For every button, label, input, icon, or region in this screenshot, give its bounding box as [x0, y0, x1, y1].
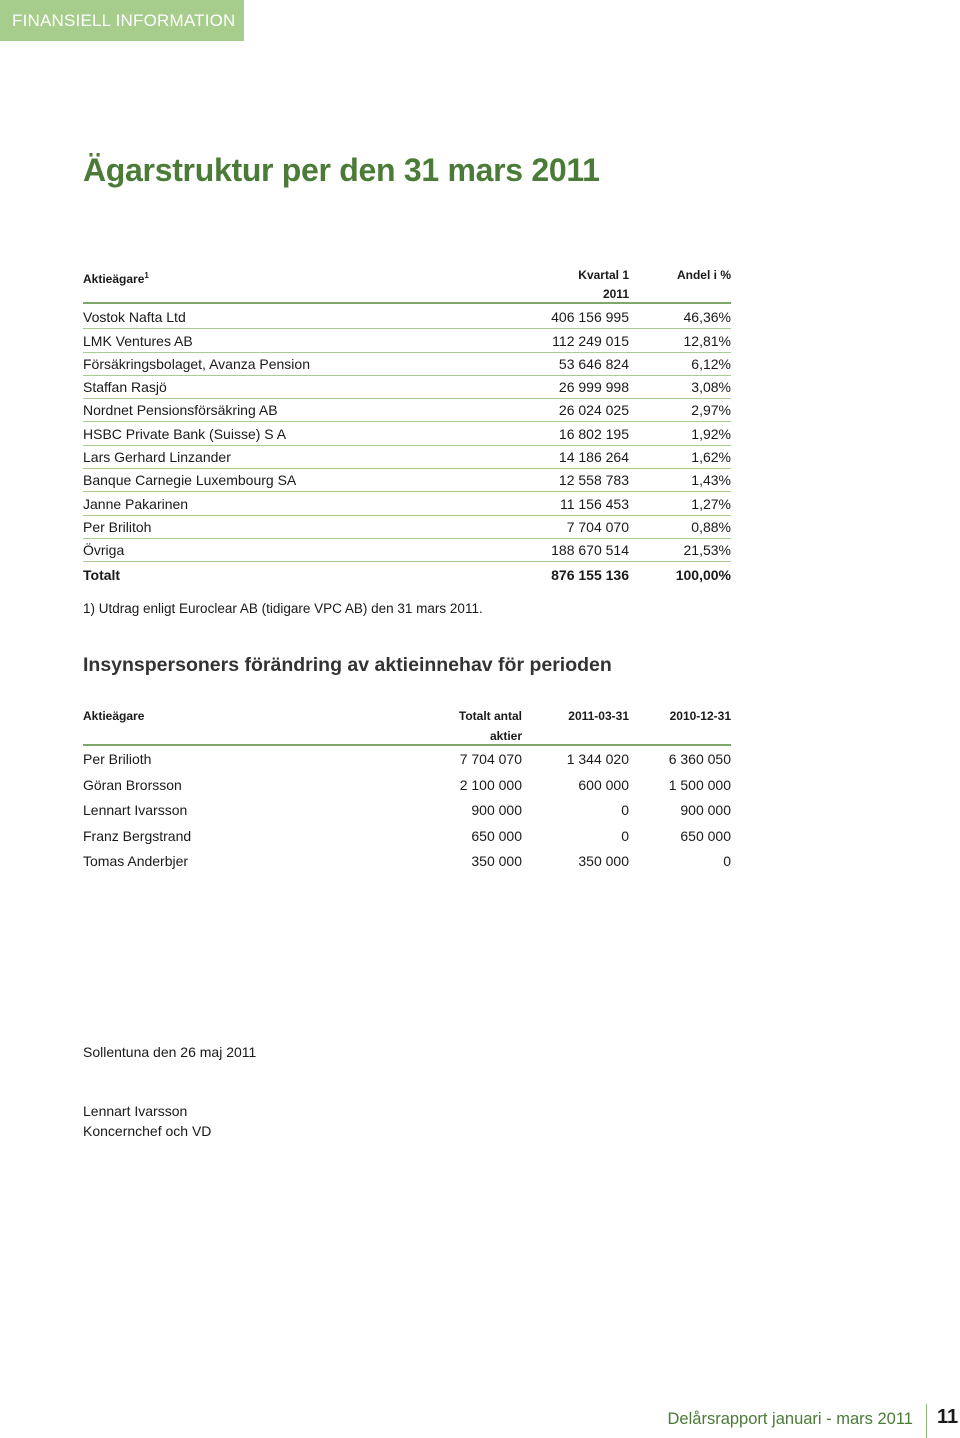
- share-percent: 100,00%: [675, 566, 731, 583]
- header-total-label-2: aktier: [489, 729, 522, 743]
- table-body: [83, 304, 731, 586]
- table-header: [83, 264, 731, 304]
- footnote-marker: 1: [144, 271, 149, 280]
- table-row: [83, 422, 731, 445]
- insider-name: Göran Brorsson: [83, 776, 182, 793]
- table-row: [83, 539, 731, 562]
- footnote: 1) Utdrag enligt Euroclear AB (tidigare VPC AB) den 31 mars 2011.: [83, 601, 483, 616]
- shareholder-name: Totalt: [83, 566, 121, 583]
- header-total-label: Totalt antal: [458, 709, 522, 723]
- header-year-label: 2011: [602, 287, 629, 301]
- share-count: 14 186 264: [558, 449, 629, 466]
- total-shares: 350 000: [471, 852, 522, 869]
- header-share: Andel i %: [676, 268, 731, 282]
- table-row: [83, 798, 731, 823]
- header-shareholder-label: Aktieägare: [83, 272, 145, 286]
- share-percent: 3,08%: [691, 379, 731, 396]
- share-count: 112 249 015: [552, 332, 629, 349]
- header-total: [432, 706, 522, 746]
- table-row: [83, 306, 731, 329]
- page-number: 11: [937, 1406, 959, 1428]
- shareholder-name: Per Brilitoh: [83, 518, 152, 535]
- holding-2011-03-31: 1 344 020: [566, 751, 629, 768]
- share-percent: 1,27%: [691, 495, 731, 512]
- shareholder-name: Staffan Rasjö: [83, 379, 167, 396]
- shareholder-name: Vostok Nafta Ltd: [83, 309, 186, 326]
- share-percent: 2,97%: [691, 402, 731, 419]
- table-row: [83, 747, 731, 772]
- footer-divider: [926, 1404, 927, 1438]
- table-row: [83, 823, 731, 848]
- signer-name: Lennart Ivarsson: [83, 1103, 188, 1119]
- table-row: [83, 492, 731, 515]
- table-header: [83, 706, 731, 746]
- holding-2010-12-31: 650 000: [680, 827, 731, 844]
- shareholder-name: Janne Pakarinen: [83, 495, 189, 512]
- total-shares: 7 704 070: [459, 751, 522, 768]
- holding-2010-12-31: 0: [723, 852, 731, 869]
- header-quarter-label: Kvartal 1: [578, 268, 629, 282]
- table-row: [83, 516, 731, 539]
- shareholder-name: LMK Ventures AB: [83, 332, 193, 349]
- insider-table: [83, 706, 731, 874]
- insider-name: Per Brilioth: [83, 751, 152, 768]
- holding-2010-12-31: 900 000: [680, 802, 731, 819]
- share-count: 26 999 998: [558, 379, 629, 396]
- share-count: 7 704 070: [566, 518, 629, 535]
- share-count: 53 646 824: [558, 355, 629, 372]
- table-body: [83, 746, 731, 874]
- signer-title: Koncernchef och VD: [83, 1123, 212, 1139]
- total-shares: 900 000: [471, 802, 522, 819]
- share-percent: 21,53%: [683, 542, 731, 559]
- holding-2011-03-31: 0: [621, 827, 629, 844]
- share-count: 12 558 783: [558, 472, 629, 489]
- share-percent: 1,62%: [691, 449, 731, 466]
- table-row: [83, 469, 731, 492]
- share-percent: 1,43%: [691, 472, 731, 489]
- header-quarter: [499, 266, 629, 304]
- header-shareholder: Aktieägare: [83, 709, 145, 723]
- shareholder-name: Försäkringsbolaget, Avanza Pension: [83, 355, 310, 372]
- header-date-2: 2010-12-31: [669, 709, 731, 723]
- share-percent: 0,88%: [691, 518, 731, 535]
- table-row: [83, 849, 731, 874]
- share-count: 11 156 453: [559, 495, 629, 512]
- holding-2011-03-31: 350 000: [578, 852, 629, 869]
- insider-name: Lennart Ivarsson: [83, 802, 188, 819]
- insider-name: Tomas Anderbjer: [83, 852, 189, 869]
- share-percent: 6,12%: [691, 355, 731, 372]
- table-row: [83, 376, 731, 399]
- shareholder-name: Lars Gerhard Linzander: [83, 449, 231, 466]
- shareholder-name: Nordnet Pensionsförsäkring AB: [83, 402, 278, 419]
- table-row: [83, 399, 731, 422]
- shareholder-name: Banque Carnegie Luxembourg SA: [83, 472, 297, 489]
- share-count: 188 670 514: [551, 542, 629, 559]
- total-shares: 2 100 000: [459, 776, 522, 793]
- shareholder-name: Övriga: [83, 542, 125, 559]
- insider-name: Franz Bergstrand: [83, 827, 192, 844]
- section-tab: FINANSIELL INFORMATION: [0, 0, 244, 41]
- ownership-table: [83, 264, 731, 586]
- page-title: Ägarstruktur per den 31 mars 2011: [83, 152, 600, 188]
- shareholder-name: HSBC Private Bank (Suisse) S A: [83, 425, 287, 442]
- table-row: [83, 446, 731, 469]
- place-date: Sollentuna den 26 maj 2011: [83, 1044, 257, 1060]
- share-count: 26 024 025: [558, 402, 629, 419]
- header-date-1: 2011-03-31: [568, 709, 629, 723]
- total-shares: 650 000: [471, 827, 522, 844]
- holding-2010-12-31: 1 500 000: [668, 776, 731, 793]
- total-row: [83, 562, 731, 585]
- holding-2011-03-31: 600 000: [578, 776, 629, 793]
- header-shareholder: [83, 266, 499, 289]
- share-percent: 12,81%: [683, 332, 731, 349]
- holding-2011-03-31: 0: [621, 802, 629, 819]
- section-title: Insynspersoners förändring av aktieinnehav för perioden: [83, 654, 612, 676]
- holding-2010-12-31: 6 360 050: [668, 751, 731, 768]
- table-row: [83, 353, 731, 376]
- share-percent: 46,36%: [683, 309, 731, 326]
- share-count: 406 156 995: [551, 309, 629, 326]
- table-row: [83, 329, 731, 352]
- share-count: 16 802 195: [558, 425, 629, 442]
- share-percent: 1,92%: [691, 425, 731, 442]
- table-row: [83, 772, 731, 797]
- footer-report-title: Delårsrapport januari - mars 2011: [667, 1410, 913, 1428]
- share-count: 876 155 136: [551, 566, 629, 583]
